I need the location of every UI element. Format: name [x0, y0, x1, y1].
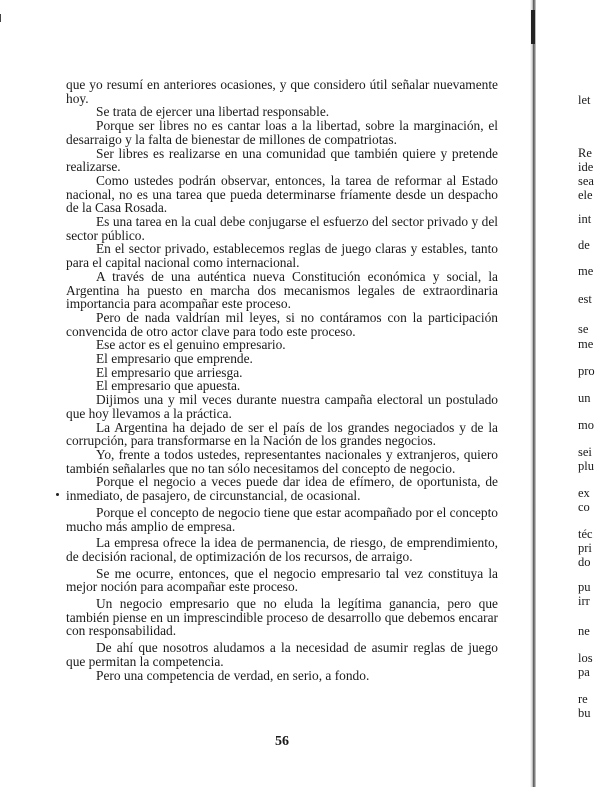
stray-ink-dot	[56, 493, 59, 496]
facing-fragment: re	[578, 692, 588, 706]
main-text-column	[66, 78, 498, 682]
paragraph-5: Como ustedes podrán observar, entonces, la tarea de reformar al Estado nacional, no es una tarea que pueda determinarse fríamente desde un despacho de la Casa Rosada.	[66, 172, 498, 216]
paragraph-22: De ahí que nosotros aludamos a la necesidad de asumir reglas de juego que permitan la competencia.	[66, 640, 498, 669]
paragraph-12: El empresario que arriesga.	[96, 364, 243, 380]
facing-fragment: plu	[578, 459, 594, 473]
paragraph-20: Se me ocurre, entonces, que el negocio empresario tal vez constituya la mejor noción para acompañar este proceso.	[66, 565, 498, 595]
paragraph-17: Porque el negocio a veces puede dar idea de efímero, de oportunista, de inmediato, de pasajero, de circunstancial, de ocasional.	[66, 474, 498, 504]
facing-fragment: un	[578, 391, 591, 405]
paragraph-8: A través de una auténtica nueva Constitución económica y social, la Argentina ha puesto en marcha dos mecanismos legales de extraordinaria importancia para acompañar este proceso.	[66, 268, 498, 312]
facing-fragment: pri	[578, 541, 592, 555]
facing-fragment: ele	[578, 188, 593, 202]
paragraph-3: Porque ser libres no es cantar loas a la libertad, sobre la marginación, el desarraigo y la falta de bienestar de millones de compatriotas.	[66, 118, 498, 147]
paragraph-11: El empresario que emprende.	[96, 351, 253, 367]
facing-fragment: bu	[578, 706, 591, 720]
facing-fragment: do	[578, 555, 591, 569]
gutter-shadow	[531, 10, 535, 44]
facing-fragment: sei	[578, 445, 592, 459]
facing-fragment: de	[578, 238, 590, 252]
facing-fragment: los	[578, 651, 593, 665]
facing-fragment: ide	[578, 160, 594, 174]
facing-fragment: co	[578, 500, 590, 514]
facing-fragment: ne	[578, 624, 590, 638]
paragraph-23: Pero una competencia de verdad, en serio, a fondo.	[96, 667, 370, 683]
facing-fragment: pa	[578, 665, 590, 679]
facing-fragment: let	[578, 93, 591, 107]
paragraph-2: Se trata de ejercer una libertad responsable.	[96, 104, 330, 120]
facing-fragment: téc	[578, 527, 593, 541]
paragraph-10: Ese actor es el genuino empresario.	[96, 337, 286, 353]
facing-fragment: pu	[578, 580, 591, 594]
paragraph-7: En el sector privado, establecemos reglas de juego claras y estables, tanto para el capital nacional como internacional.	[66, 241, 498, 271]
facing-fragment: pro	[578, 364, 595, 378]
paragraph-6: Es una tarea en la cual debe conjugarse el esfuerzo del sector privado y del sector público.	[66, 214, 498, 243]
paragraph-15: La Argentina ha dejado de ser el país de los grandes negociados y de la corrupción, para transformarse en la Nación de los grandes negocios.	[66, 419, 498, 449]
facing-fragment: int	[578, 212, 592, 226]
facing-fragment: se	[578, 322, 589, 336]
facing-page-edge	[578, 0, 600, 787]
page-number: 56	[275, 734, 289, 749]
paragraph-9: Pero de nada valdrían mil leyes, si no contáramos con la participación convencida de otro actor clave para todo este proceso.	[66, 309, 498, 339]
paragraph-18: Porque el concepto de negocio tiene que estar acompañado por el concepto mucho más amplio de empresa.	[66, 504, 498, 534]
paragraph-14: Dijimos una y mil veces durante nuestra campaña electoral un postulado que hoy llevamos a la práctica.	[66, 392, 498, 421]
facing-fragment: est	[578, 292, 592, 306]
facing-fragment: me	[578, 337, 594, 351]
paragraph-4: Ser libres es realizarse en una comunidad que también quiere y pretende realizarse.	[66, 145, 498, 175]
paragraph-13: El empresario que apuesta.	[96, 378, 241, 394]
facing-fragment: sea	[578, 174, 594, 188]
paragraph-21: Un negocio empresario que no eluda la legítima ganancia, pero que también piense en un imprescindible proceso de desarrollo que debemos encarar con responsabilidad.	[66, 596, 498, 639]
facing-fragment: Re	[578, 146, 592, 160]
page-edge-mark	[0, 14, 1, 22]
paragraph-1: que yo resumí en anteriores ocasiones, y que considero útil señalar nuevamente hoy.	[66, 77, 498, 106]
facing-fragment: mo	[578, 418, 594, 432]
paragraph-16: Yo, frente a todos ustedes, representantes nacionales y extranjeros, quiero también señalarles que no tan sólo necesitamos del concepto de negocio.	[66, 446, 498, 476]
facing-fragment: ex	[578, 486, 590, 500]
facing-fragment: me	[578, 264, 594, 278]
facing-fragment: irr	[578, 594, 590, 608]
book-gutter	[530, 0, 536, 787]
paragraph-19: La empresa ofrece la idea de permanencia, de riesgo, de emprendimiento, de decisión racional, de optimización de los recursos, de arraigo.	[66, 535, 498, 564]
